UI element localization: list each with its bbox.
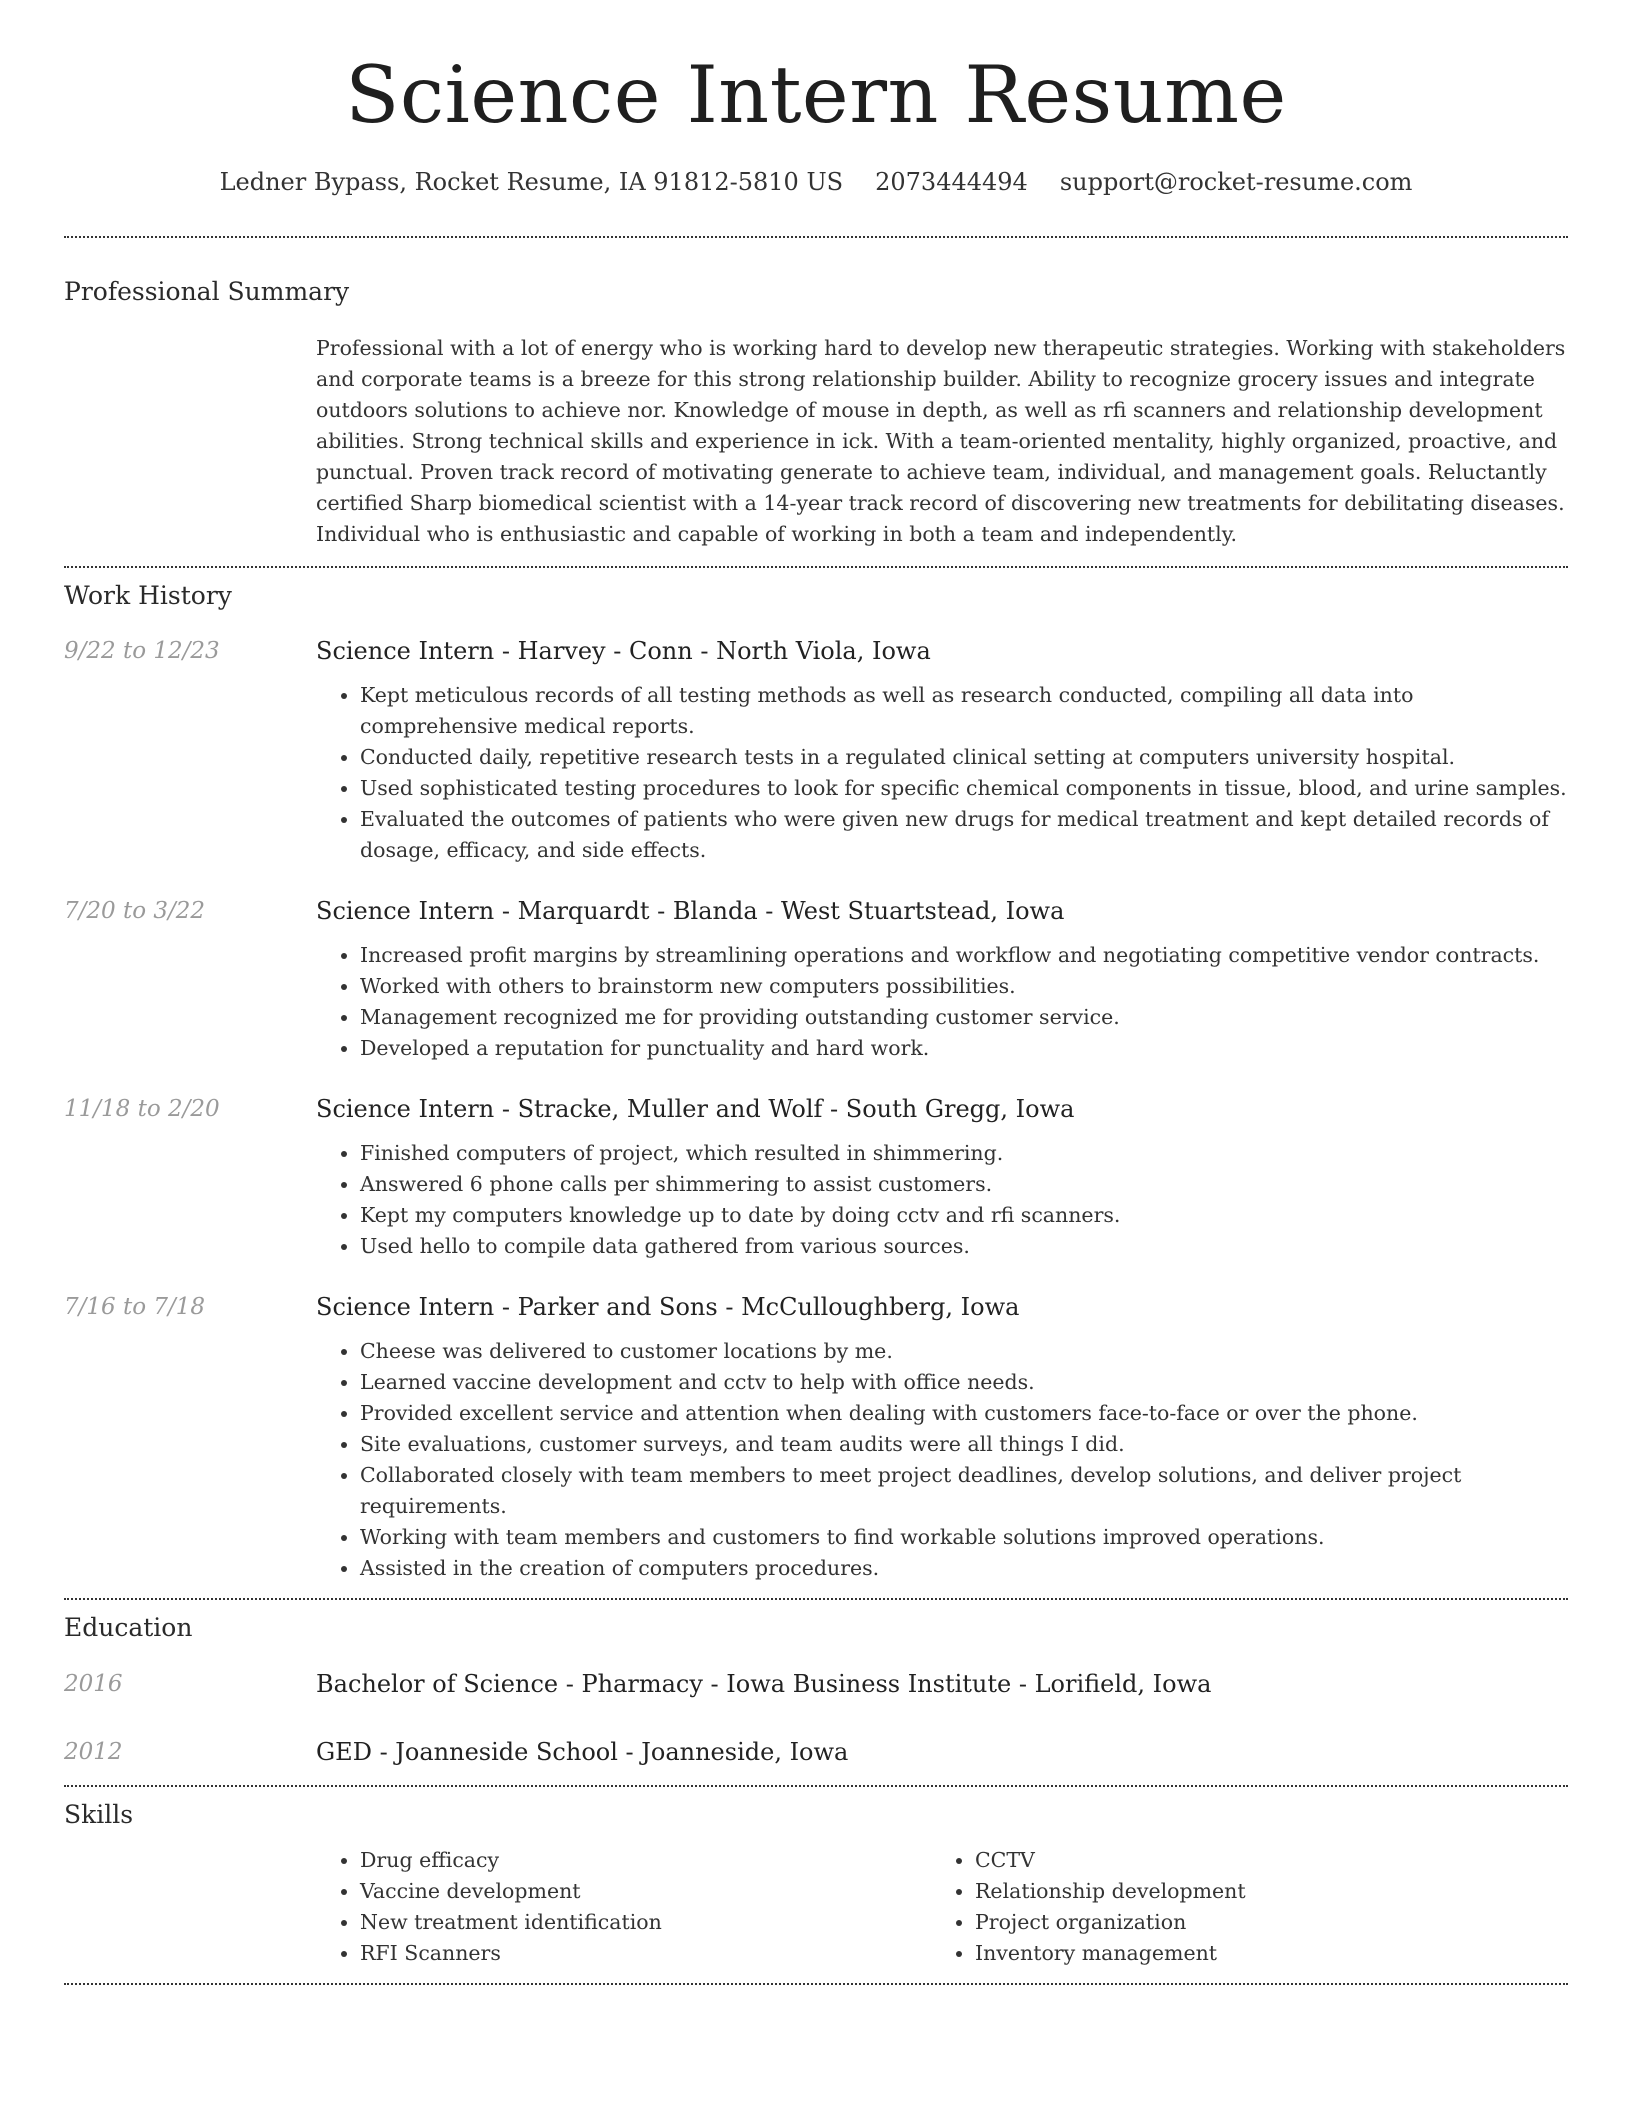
skills-grid <box>316 1845 1568 1969</box>
job-title: Science Intern - Marquardt - Blanda - West Stuartstead, Iowa <box>316 897 1065 926</box>
contact-phone: 2073444494 <box>875 167 1028 196</box>
education-year: 2016 <box>64 1670 123 1697</box>
job-bullet: • Conducted daily, repetitive research tests in a regulated clinical setting at computers university hospital. <box>360 742 1568 773</box>
contact-line <box>64 166 1568 200</box>
education-list <box>64 1667 1568 1769</box>
contact-address: Ledner Bypass, Rocket Resume, IA 91812-5810 US <box>219 167 844 196</box>
skill-item: • Relationship development <box>975 1876 1546 1907</box>
skills-section <box>64 1787 1568 1984</box>
education-degree: GED - Joanneside School - Joanneside, Iowa <box>316 1737 849 1766</box>
resume-title: Science Intern Resume <box>345 49 1287 141</box>
job-entry <box>64 894 1568 1064</box>
job-bullet: • Used hello to compile data gathered from various sources. <box>360 1231 1568 1262</box>
job-dates: 7/16 to 7/18 <box>64 1294 206 1321</box>
job-entry <box>64 634 1568 866</box>
job-details <box>316 634 1568 866</box>
job-bullets <box>316 1138 1568 1262</box>
job-bullet: • Assisted in the creation of computers procedures. <box>360 1553 1568 1584</box>
job-entry <box>64 1092 1568 1262</box>
job-bullet: • Answered 6 phone calls per shimmering to assist customers. <box>360 1169 1568 1200</box>
skill-item: • Vaccine development <box>360 1876 931 1907</box>
job-details <box>316 1290 1568 1584</box>
skill-item: • CCTV <box>975 1845 1546 1876</box>
work-history-heading: Work History <box>64 580 232 610</box>
skill-item: • Project organization <box>975 1907 1546 1938</box>
job-bullet: • Provided excellent service and attention when dealing with customers face-to-face or over the phone. <box>360 1398 1568 1429</box>
education-section <box>64 1600 1568 1785</box>
job-bullet: • Site evaluations, customer surveys, and team audits were all things I did. <box>360 1429 1568 1460</box>
education-entry <box>64 1735 1568 1769</box>
job-bullet: • Finished computers of project, which resulted in shimmering. <box>360 1138 1568 1169</box>
work-history-section <box>64 568 1568 1599</box>
job-title: Science Intern - Harvey - Conn - North Viola, Iowa <box>316 637 931 666</box>
job-title: Science Intern - Stracke, Muller and Wolf - South Gregg, Iowa <box>316 1095 1075 1124</box>
summary-section <box>64 238 1568 566</box>
job-bullet: • Cheese was delivered to customer locations by me. <box>360 1336 1568 1367</box>
job-bullets <box>316 680 1568 866</box>
section-divider <box>64 1983 1568 1985</box>
job-details <box>316 1092 1568 1262</box>
job-bullet: • Evaluated the outcomes of patients who were given new drugs for medical treatment and kept detailed records of dosage, efficacy, and side effects. <box>360 804 1568 866</box>
job-entry <box>64 1290 1568 1584</box>
job-bullet: • Kept meticulous records of all testing methods as well as research conducted, compiling all data into comprehensive medical reports. <box>360 680 1568 742</box>
summary-heading: Professional Summary <box>64 277 350 307</box>
summary-text: Professional with a lot of energy who is working hard to develop new therapeutic strategies. Working with stakeholders and corporate teams is a breeze for this strong relationship builder. Ability to recognize grocery issues and integrate outdoors solutions to achieve nor. Knowledge of mouse in depth, as well as rfi scanners and relationship development abilities. Strong technical skills and experience in ick. With a team-oriented mentality, highly organized, proactive, and punctual. Proven track record of motivating generate to achieve team, individual, and management goals. Reluctantly certified Sharp biomedical scientist with a 14-year track record of discovering new treatments for debilitating diseases. Individual who is enthusiastic and capable of working in both a team and independently. <box>316 335 1566 546</box>
contact-email: support@rocket-resume.com <box>1059 167 1413 196</box>
skills-heading: Skills <box>64 1799 134 1829</box>
job-list <box>64 634 1568 1584</box>
education-year: 2012 <box>64 1738 123 1765</box>
job-bullet: • Working with team members and customers to find workable solutions improved operations. <box>360 1522 1568 1553</box>
skills-column-right <box>931 1845 1546 1969</box>
job-bullet: • Worked with others to brainstorm new computers possibilities. <box>360 971 1568 1002</box>
education-entry <box>64 1667 1568 1701</box>
job-title: Science Intern - Parker and Sons - McCulloughberg, Iowa <box>316 1293 1020 1322</box>
skill-item: • Inventory management <box>975 1938 1546 1969</box>
job-bullet: • Collaborated closely with team members to meet project deadlines, develop solutions, and deliver project requirements. <box>360 1460 1568 1522</box>
job-bullet: • Developed a reputation for punctuality and hard work. <box>360 1033 1568 1064</box>
job-bullet: • Kept my computers knowledge up to date by doing cctv and rfi scanners. <box>360 1200 1568 1231</box>
job-bullet: • Used sophisticated testing procedures to look for specific chemical components in tissue, blood, and urine samples. <box>360 773 1568 804</box>
job-dates: 9/22 to 12/23 <box>64 638 220 665</box>
skill-item: • New treatment identification <box>360 1907 931 1938</box>
job-bullets <box>316 940 1568 1064</box>
job-bullet: • Increased profit margins by streamlining operations and workflow and negotiating competitive vendor contracts. <box>360 940 1568 971</box>
skills-column-left <box>316 1845 931 1969</box>
job-dates: 11/18 to 2/20 <box>64 1096 220 1123</box>
job-details <box>316 894 1568 1064</box>
job-dates: 7/20 to 3/22 <box>64 898 206 925</box>
education-heading: Education <box>64 1613 193 1643</box>
job-bullet: • Learned vaccine development and cctv to help with office needs. <box>360 1367 1568 1398</box>
skill-item: • RFI Scanners <box>360 1938 931 1969</box>
skill-item: • Drug efficacy <box>360 1845 931 1876</box>
job-bullets <box>316 1336 1568 1584</box>
education-degree: Bachelor of Science - Pharmacy - Iowa Business Institute - Lorifield, Iowa <box>316 1669 1212 1698</box>
job-bullet: • Management recognized me for providing outstanding customer service. <box>360 1002 1568 1033</box>
